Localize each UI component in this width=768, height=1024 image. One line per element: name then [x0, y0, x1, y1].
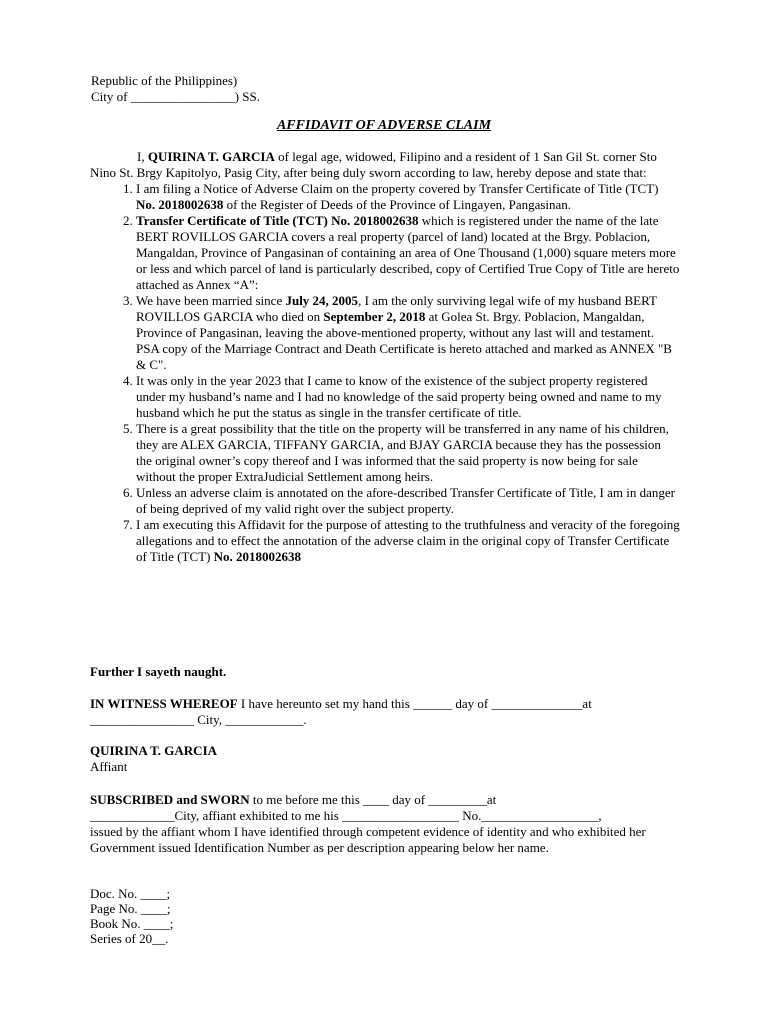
list-item: 4. It was only in the year 2023 that I came to know of the existence of the subject property registered under my husband’s name and I had no knowledge of the said property being owned and name to my husband which he put the status as single in the transfer certificate of title.: [136, 373, 680, 421]
intro-paragraph: I, QUIRINA T. GARCIA of legal age, widowed, Filipino and a resident of 1 San Gil St. corner Sto Nino St. Brgy Kapitolyo, Pasig City, after being duly sworn according to law, hereby depose and state that:: [90, 149, 657, 180]
document-title: AFFIDAVIT OF ADVERSE CLAIM: [276, 118, 492, 133]
list-item: 5. There is a great possibility that the title on the property will be transferred in any name of his children, they are ALEX GARCIA, TIFFANY GARCIA, and BJAY GARCIA because they has the possession the original owner’s copy thereof and I was informed that the said property is now being for sale without the proper ExtraJudicial Settlement among heirs.: [136, 421, 680, 485]
list-item: 7. I am executing this Affidavit for the purpose of attesting to the truthfulness and veracity of the foregoing allegations and to effect the annotation of the adverse claim in the original copy of Transfer Certificate of Title (TCT) No. 2018002638: [136, 517, 680, 565]
jurat-block: SUBSCRIBED and SWORN to me before me this ____ day of _________at _____________City, affiant exhibited to me his __________________ No.__________________, issued by the affiant whom I have identified through competent evidence of identity and who exhibited her Government issued Identification Number as per description appearing below her name.: [90, 792, 646, 855]
venue-block: [91, 73, 260, 105]
page-number: Page No. ____;: [90, 901, 171, 916]
list-item: 1. I am filing a Notice of Adverse Claim on the property covered by Transfer Certificate of Title (TCT) No. 2018002638 of the Register of Deeds of the Province of Lingayen, Pangasinan.: [136, 181, 680, 213]
list-item: 6. Unless an adverse claim is annotated on the afore-described Transfer Certificate of Title, I am in danger of being deprived of my valid right over the subject property.: [136, 485, 680, 517]
notarial-register: [90, 886, 690, 946]
affidavit-body: [90, 149, 680, 565]
list-item: 3. We have been married since July 24, 2005, I am the only surviving legal wife of my husband BERT ROVILLOS GARCIA who died on September 2, 2018 at Golea St. Brgy. Poblacion, Mangaldan, Province of Pangasinan, leaving the above-mentioned property, without any last will and testament. PSA copy of the Marriage Contract and Death Certificate is hereto attached and marked as ANNEX "B & C".: [136, 293, 680, 373]
witness-block: IN WITNESS WHEREOF I have hereunto set my hand this ______ day of ______________at ________________ City, ____________.: [90, 696, 592, 727]
venue-city-line: City of ________________) SS.: [91, 89, 261, 104]
list-item: 2. Transfer Certificate of Title (TCT) No. 2018002638 which is registered under the name of the late BERT ROVILLOS GARCIA covers a real property (parcel of land) located at the Brgy. Poblacion, Mangaldan, Province of Pangasinan of containing an area of One Thousand (1,000) square meters more or less and which parcel of land is particularly described, copy of Certified True Copy of Title are hereto attached as Annex “A”:: [136, 213, 680, 293]
doc-number: Doc. No. ____;: [90, 886, 171, 901]
witness-label: IN WITNESS WHEREOF: [90, 696, 238, 711]
jurat-label: SUBSCRIBED and SWORN: [90, 792, 250, 807]
further-statement: Further I sayeth naught.: [90, 664, 227, 679]
affiant-name: QUIRINA T. GARCIA: [147, 149, 275, 164]
series-year: Series of 20__.: [90, 931, 169, 946]
signatory-name: QUIRINA T. GARCIA: [90, 743, 218, 758]
venue-republic-line: Republic of the Philippines): [91, 73, 238, 88]
book-number: Book No. ____;: [90, 916, 174, 931]
signature-block: [90, 743, 690, 775]
allegations-list: [90, 181, 680, 565]
signatory-role: Affiant: [90, 759, 128, 774]
